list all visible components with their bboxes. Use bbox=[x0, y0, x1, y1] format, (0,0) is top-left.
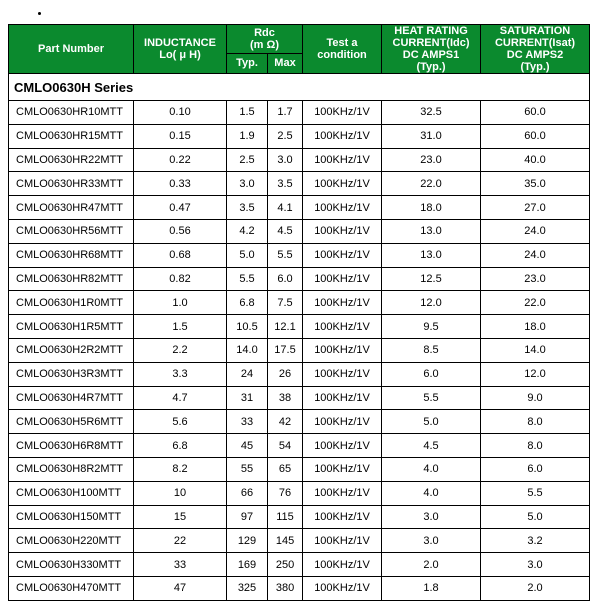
cell-rdc-typ: 45 bbox=[227, 434, 268, 458]
cell-part-number: CMLO0630HR33MTT bbox=[9, 172, 134, 196]
header-heat-rating: HEAT RATING CURRENT(Idc) DC AMPS1 (Typ.) bbox=[382, 25, 481, 74]
table-row bbox=[9, 291, 590, 315]
cell-rdc-typ: 31 bbox=[227, 386, 268, 410]
bullet-dot bbox=[38, 12, 41, 15]
table-row bbox=[9, 481, 590, 505]
cell-heat-rating: 5.0 bbox=[382, 410, 481, 434]
cell-inductance: 0.10 bbox=[134, 101, 227, 125]
cell-inductance: 33 bbox=[134, 553, 227, 577]
table-row bbox=[9, 124, 590, 148]
cell-saturation: 8.0 bbox=[481, 410, 590, 434]
cell-part-number: CMLO0630H470MTT bbox=[9, 576, 134, 600]
cell-rdc-max: 26 bbox=[268, 362, 303, 386]
cell-rdc-typ: 3.0 bbox=[227, 172, 268, 196]
cell-part-number: CMLO0630H330MTT bbox=[9, 553, 134, 577]
cell-rdc-max: 1.7 bbox=[268, 101, 303, 125]
cell-rdc-typ: 33 bbox=[227, 410, 268, 434]
cell-inductance: 1.5 bbox=[134, 315, 227, 339]
cell-rdc-max: 6.0 bbox=[268, 267, 303, 291]
cell-saturation: 3.0 bbox=[481, 553, 590, 577]
table-row bbox=[9, 243, 590, 267]
table-row bbox=[9, 101, 590, 125]
cell-saturation: 23.0 bbox=[481, 267, 590, 291]
cell-heat-rating: 4.5 bbox=[382, 434, 481, 458]
cell-rdc-typ: 97 bbox=[227, 505, 268, 529]
cell-saturation: 9.0 bbox=[481, 386, 590, 410]
cell-inductance: 0.33 bbox=[134, 172, 227, 196]
cell-inductance: 15 bbox=[134, 505, 227, 529]
cell-rdc-max: 3.0 bbox=[268, 148, 303, 172]
cell-rdc-typ: 10.5 bbox=[227, 315, 268, 339]
cell-heat-rating: 18.0 bbox=[382, 196, 481, 220]
cell-heat-rating: 4.0 bbox=[382, 481, 481, 505]
cell-saturation: 8.0 bbox=[481, 434, 590, 458]
cell-part-number: CMLO0630HR82MTT bbox=[9, 267, 134, 291]
cell-test-condition: 100KHz/1V bbox=[303, 529, 382, 553]
cell-saturation: 60.0 bbox=[481, 101, 590, 125]
cell-test-condition: 100KHz/1V bbox=[303, 243, 382, 267]
cell-inductance: 47 bbox=[134, 576, 227, 600]
cell-inductance: 4.7 bbox=[134, 386, 227, 410]
cell-test-condition: 100KHz/1V bbox=[303, 315, 382, 339]
cell-rdc-max: 54 bbox=[268, 434, 303, 458]
table-row bbox=[9, 505, 590, 529]
table-row bbox=[9, 362, 590, 386]
cell-test-condition: 100KHz/1V bbox=[303, 457, 382, 481]
cell-rdc-max: 145 bbox=[268, 529, 303, 553]
cell-part-number: CMLO0630HR56MTT bbox=[9, 219, 134, 243]
cell-saturation: 60.0 bbox=[481, 124, 590, 148]
cell-heat-rating: 1.8 bbox=[382, 576, 481, 600]
cell-rdc-typ: 66 bbox=[227, 481, 268, 505]
cell-part-number: CMLO0630HR22MTT bbox=[9, 148, 134, 172]
table-row bbox=[9, 315, 590, 339]
cell-part-number: CMLO0630H100MTT bbox=[9, 481, 134, 505]
cell-heat-rating: 2.0 bbox=[382, 553, 481, 577]
cell-heat-rating: 8.5 bbox=[382, 338, 481, 362]
cell-part-number: CMLO0630H5R6MTT bbox=[9, 410, 134, 434]
cell-saturation: 12.0 bbox=[481, 362, 590, 386]
cell-test-condition: 100KHz/1V bbox=[303, 124, 382, 148]
header-saturation: SATURATION CURRENT(Isat) DC AMPS2 (Typ.) bbox=[481, 25, 590, 74]
cell-inductance: 0.56 bbox=[134, 219, 227, 243]
cell-rdc-typ: 14.0 bbox=[227, 338, 268, 362]
cell-saturation: 22.0 bbox=[481, 291, 590, 315]
cell-rdc-max: 42 bbox=[268, 410, 303, 434]
cell-rdc-typ: 5.0 bbox=[227, 243, 268, 267]
cell-rdc-max: 17.5 bbox=[268, 338, 303, 362]
cell-heat-rating: 13.0 bbox=[382, 243, 481, 267]
cell-inductance: 5.6 bbox=[134, 410, 227, 434]
cell-rdc-typ: 4.2 bbox=[227, 219, 268, 243]
cell-heat-rating: 13.0 bbox=[382, 219, 481, 243]
table-row bbox=[9, 267, 590, 291]
cell-heat-rating: 4.0 bbox=[382, 457, 481, 481]
cell-inductance: 0.47 bbox=[134, 196, 227, 220]
cell-heat-rating: 23.0 bbox=[382, 148, 481, 172]
header-rdc: Rdc (m Ω) bbox=[227, 25, 303, 54]
cell-heat-rating: 3.0 bbox=[382, 505, 481, 529]
cell-test-condition: 100KHz/1V bbox=[303, 410, 382, 434]
cell-rdc-max: 12.1 bbox=[268, 315, 303, 339]
cell-rdc-max: 3.5 bbox=[268, 172, 303, 196]
table-row bbox=[9, 410, 590, 434]
cell-rdc-typ: 6.8 bbox=[227, 291, 268, 315]
cell-test-condition: 100KHz/1V bbox=[303, 362, 382, 386]
cell-saturation: 6.0 bbox=[481, 457, 590, 481]
table-row bbox=[9, 457, 590, 481]
header-rdc-max: Max bbox=[268, 53, 303, 73]
cell-test-condition: 100KHz/1V bbox=[303, 172, 382, 196]
cell-saturation: 14.0 bbox=[481, 338, 590, 362]
cell-saturation: 27.0 bbox=[481, 196, 590, 220]
cell-heat-rating: 6.0 bbox=[382, 362, 481, 386]
cell-part-number: CMLO0630H1R5MTT bbox=[9, 315, 134, 339]
table-row bbox=[9, 576, 590, 600]
table-row bbox=[9, 386, 590, 410]
cell-heat-rating: 5.5 bbox=[382, 386, 481, 410]
header-test-condition: Test a condition bbox=[303, 25, 382, 74]
cell-rdc-typ: 325 bbox=[227, 576, 268, 600]
cell-test-condition: 100KHz/1V bbox=[303, 267, 382, 291]
cell-inductance: 8.2 bbox=[134, 457, 227, 481]
cell-part-number: CMLO0630HR68MTT bbox=[9, 243, 134, 267]
cell-inductance: 1.0 bbox=[134, 291, 227, 315]
cell-test-condition: 100KHz/1V bbox=[303, 386, 382, 410]
cell-inductance: 22 bbox=[134, 529, 227, 553]
cell-heat-rating: 9.5 bbox=[382, 315, 481, 339]
cell-rdc-max: 7.5 bbox=[268, 291, 303, 315]
table-row bbox=[9, 172, 590, 196]
cell-rdc-typ: 5.5 bbox=[227, 267, 268, 291]
cell-inductance: 10 bbox=[134, 481, 227, 505]
cell-rdc-typ: 129 bbox=[227, 529, 268, 553]
cell-saturation: 5.0 bbox=[481, 505, 590, 529]
table-row bbox=[9, 338, 590, 362]
cell-heat-rating: 32.5 bbox=[382, 101, 481, 125]
cell-inductance: 6.8 bbox=[134, 434, 227, 458]
cell-inductance: 2.2 bbox=[134, 338, 227, 362]
cell-part-number: CMLO0630HR10MTT bbox=[9, 101, 134, 125]
cell-inductance: 0.22 bbox=[134, 148, 227, 172]
cell-rdc-typ: 1.9 bbox=[227, 124, 268, 148]
cell-part-number: CMLO0630HR47MTT bbox=[9, 196, 134, 220]
cell-rdc-max: 2.5 bbox=[268, 124, 303, 148]
table-row bbox=[9, 196, 590, 220]
table-row bbox=[9, 529, 590, 553]
cell-part-number: CMLO0630HR15MTT bbox=[9, 124, 134, 148]
cell-saturation: 24.0 bbox=[481, 219, 590, 243]
cell-rdc-max: 4.1 bbox=[268, 196, 303, 220]
cell-part-number: CMLO0630H3R3MTT bbox=[9, 362, 134, 386]
cell-test-condition: 100KHz/1V bbox=[303, 576, 382, 600]
header-rdc-typ: Typ. bbox=[227, 53, 268, 73]
cell-rdc-max: 250 bbox=[268, 553, 303, 577]
cell-rdc-typ: 2.5 bbox=[227, 148, 268, 172]
cell-rdc-typ: 24 bbox=[227, 362, 268, 386]
cell-test-condition: 100KHz/1V bbox=[303, 505, 382, 529]
cell-rdc-max: 115 bbox=[268, 505, 303, 529]
cell-rdc-max: 4.5 bbox=[268, 219, 303, 243]
cell-test-condition: 100KHz/1V bbox=[303, 481, 382, 505]
cell-rdc-typ: 169 bbox=[227, 553, 268, 577]
cell-part-number: CMLO0630H2R2MTT bbox=[9, 338, 134, 362]
series-title: CMLO0630H Series bbox=[9, 74, 590, 101]
cell-inductance: 0.82 bbox=[134, 267, 227, 291]
cell-rdc-max: 76 bbox=[268, 481, 303, 505]
table-row bbox=[9, 434, 590, 458]
cell-rdc-max: 65 bbox=[268, 457, 303, 481]
cell-test-condition: 100KHz/1V bbox=[303, 219, 382, 243]
cell-rdc-max: 5.5 bbox=[268, 243, 303, 267]
table-row bbox=[9, 219, 590, 243]
cell-heat-rating: 22.0 bbox=[382, 172, 481, 196]
cell-part-number: CMLO0630H6R8MTT bbox=[9, 434, 134, 458]
cell-rdc-typ: 3.5 bbox=[227, 196, 268, 220]
cell-part-number: CMLO0630H220MTT bbox=[9, 529, 134, 553]
cell-test-condition: 100KHz/1V bbox=[303, 196, 382, 220]
table-row bbox=[9, 148, 590, 172]
cell-test-condition: 100KHz/1V bbox=[303, 291, 382, 315]
cell-rdc-typ: 55 bbox=[227, 457, 268, 481]
cell-test-condition: 100KHz/1V bbox=[303, 434, 382, 458]
header-inductance: INDUCTANCE Lo( μ H) bbox=[134, 25, 227, 74]
cell-heat-rating: 3.0 bbox=[382, 529, 481, 553]
cell-saturation: 40.0 bbox=[481, 148, 590, 172]
cell-heat-rating: 31.0 bbox=[382, 124, 481, 148]
cell-part-number: CMLO0630H4R7MTT bbox=[9, 386, 134, 410]
cell-test-condition: 100KHz/1V bbox=[303, 101, 382, 125]
cell-part-number: CMLO0630H8R2MTT bbox=[9, 457, 134, 481]
cell-test-condition: 100KHz/1V bbox=[303, 338, 382, 362]
cell-saturation: 35.0 bbox=[481, 172, 590, 196]
cell-saturation: 2.0 bbox=[481, 576, 590, 600]
header-part-number: Part Number bbox=[9, 25, 134, 74]
spec-table bbox=[8, 24, 590, 601]
cell-part-number: CMLO0630H150MTT bbox=[9, 505, 134, 529]
cell-inductance: 0.68 bbox=[134, 243, 227, 267]
cell-inductance: 3.3 bbox=[134, 362, 227, 386]
cell-rdc-max: 38 bbox=[268, 386, 303, 410]
cell-saturation: 24.0 bbox=[481, 243, 590, 267]
cell-saturation: 18.0 bbox=[481, 315, 590, 339]
cell-heat-rating: 12.5 bbox=[382, 267, 481, 291]
cell-test-condition: 100KHz/1V bbox=[303, 553, 382, 577]
cell-heat-rating: 12.0 bbox=[382, 291, 481, 315]
table-row bbox=[9, 553, 590, 577]
cell-saturation: 3.2 bbox=[481, 529, 590, 553]
cell-test-condition: 100KHz/1V bbox=[303, 148, 382, 172]
cell-saturation: 5.5 bbox=[481, 481, 590, 505]
cell-rdc-max: 380 bbox=[268, 576, 303, 600]
cell-part-number: CMLO0630H1R0MTT bbox=[9, 291, 134, 315]
cell-inductance: 0.15 bbox=[134, 124, 227, 148]
cell-rdc-typ: 1.5 bbox=[227, 101, 268, 125]
